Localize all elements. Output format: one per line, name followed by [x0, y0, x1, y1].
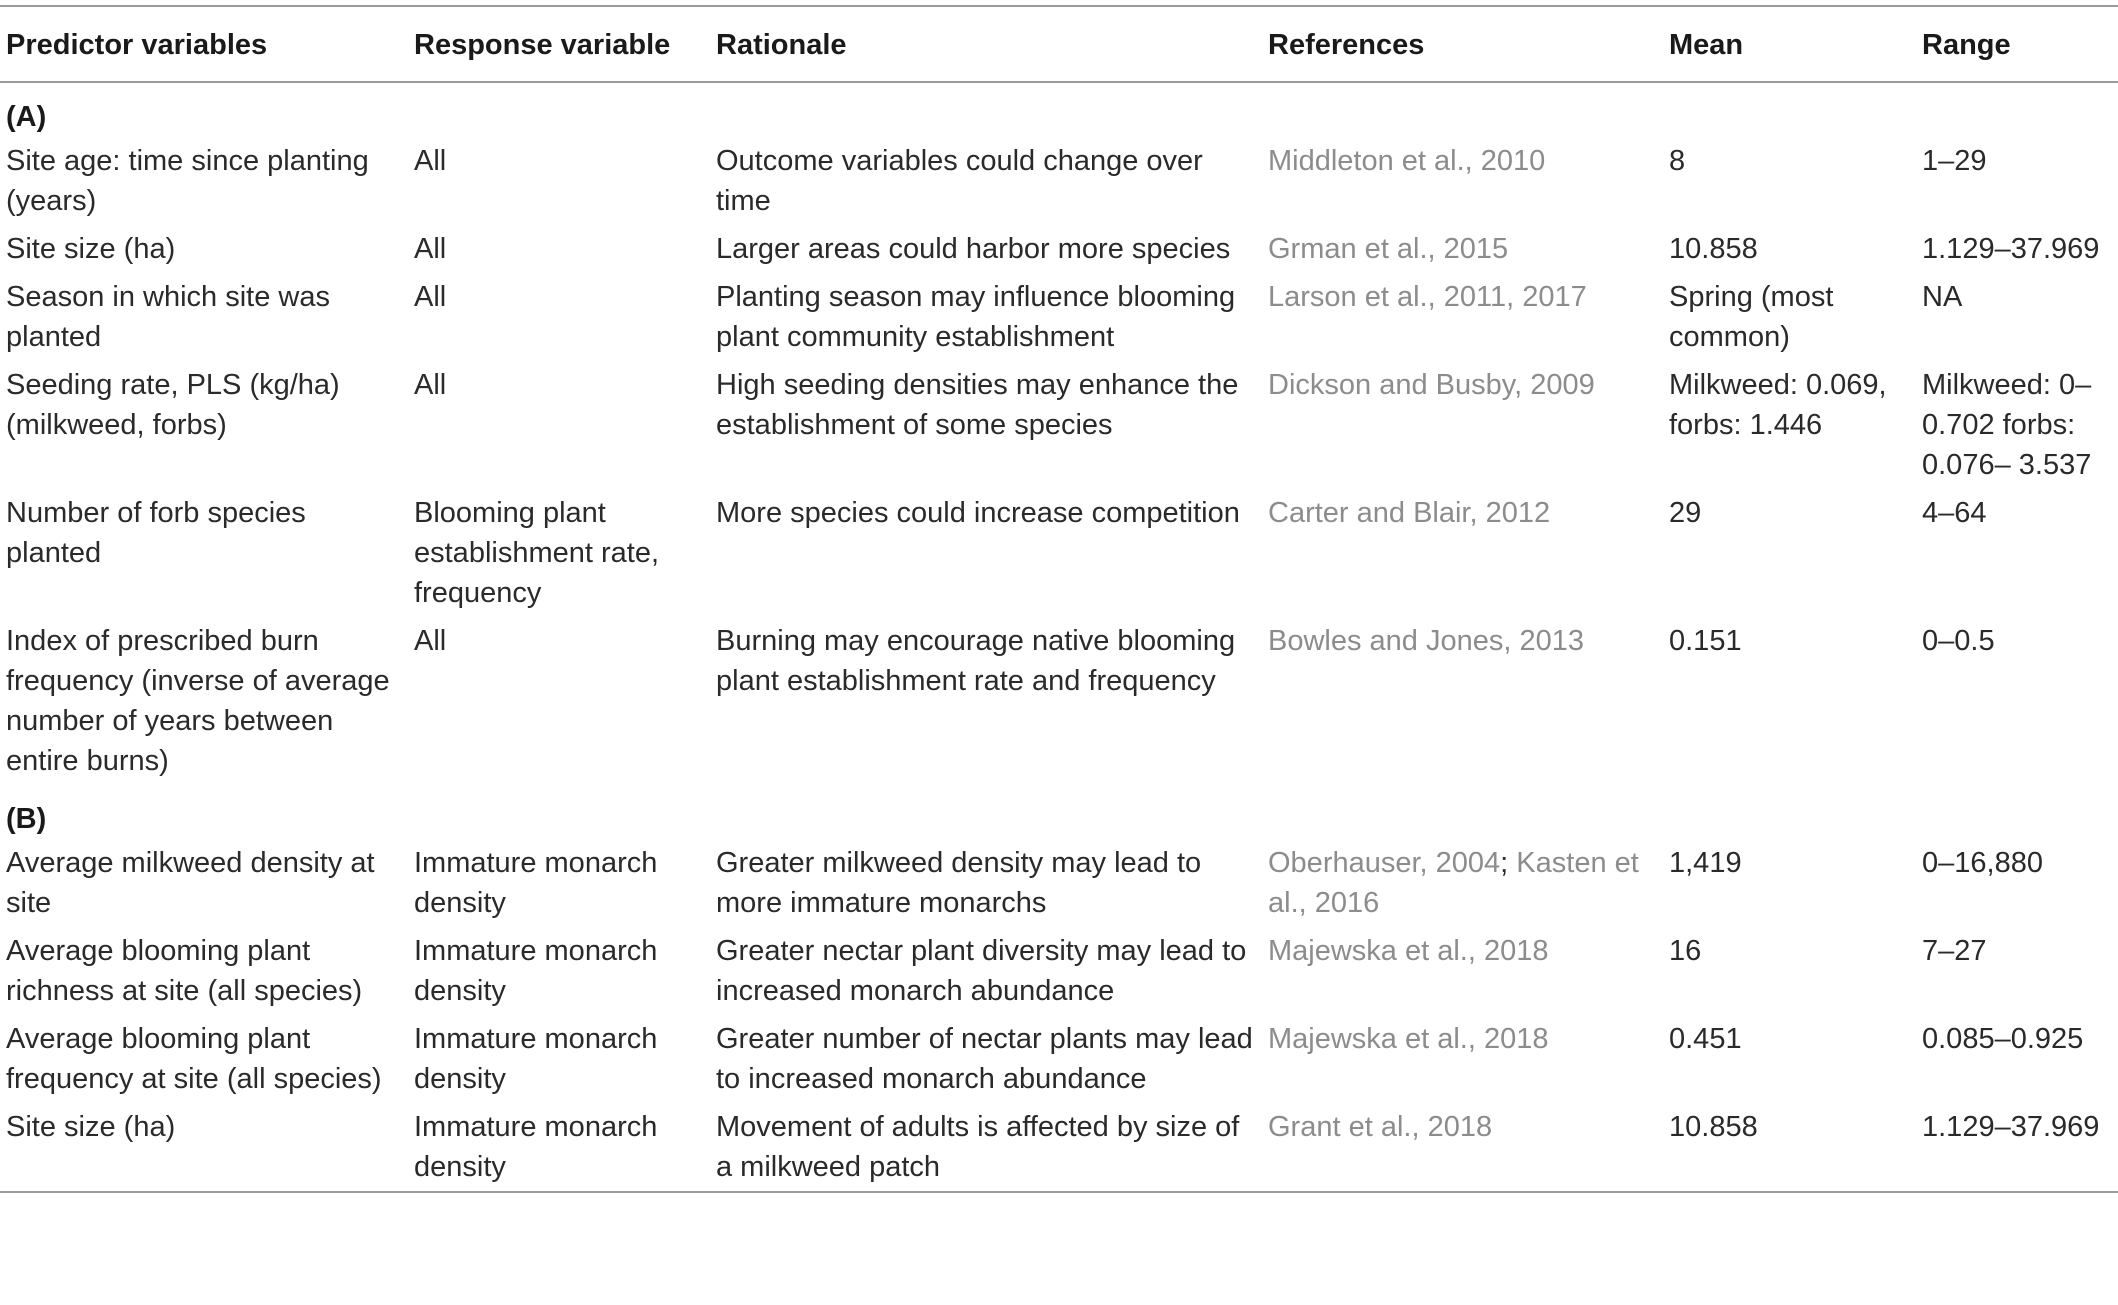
table-row: [0, 361, 2118, 489]
cell-response: All: [414, 145, 447, 177]
cell-response: All: [414, 369, 447, 401]
cell-range: 0–0.5: [1922, 625, 1995, 657]
table-row: [0, 225, 2118, 273]
predictor-variables-table: [0, 7, 2118, 1191]
header-references: References: [1262, 7, 1663, 82]
header-rationale: Rationale: [710, 7, 1262, 82]
cell-rationale: Movement of adults is affected by size of a milkweed patch: [716, 1111, 1240, 1183]
reference-link[interactable]: Dickson and Busby, 2009: [1268, 369, 1595, 401]
table-row: [0, 137, 2118, 225]
section-row: [0, 82, 2118, 137]
cell-range: Milkweed: 0–0.702 forbs: 0.076– 3.537: [1922, 369, 2092, 481]
cell-predictor: Seeding rate, PLS (kg/ha) (milkweed, forbs): [6, 369, 340, 441]
header-mean: Mean: [1663, 7, 1916, 82]
cell-references: [1262, 225, 1663, 273]
table-header: [0, 7, 2118, 82]
cell-references: [1262, 1103, 1663, 1191]
cell-references: [1262, 273, 1663, 361]
cell-references: [1262, 617, 1663, 785]
cell-mean: 16: [1669, 935, 1702, 967]
header-row: [0, 7, 2118, 82]
cell-mean: 10.858: [1669, 1111, 1758, 1143]
cell-predictor: Site size (ha): [6, 233, 176, 265]
cell-predictor: Number of forb species planted: [6, 497, 306, 569]
table-row: [0, 1015, 2118, 1103]
cell-response: Immature monarch density: [414, 1023, 658, 1095]
cell-range: NA: [1922, 281, 1963, 313]
reference-link[interactable]: Carter and Blair, 2012: [1268, 497, 1551, 529]
cell-response: Immature monarch density: [414, 847, 658, 919]
section-label: (B): [6, 803, 47, 835]
table-row: [0, 839, 2118, 927]
cell-response: Immature monarch density: [414, 1111, 658, 1183]
reference-link[interactable]: Grman et al., 2015: [1268, 233, 1509, 265]
header-response: Response variable: [408, 7, 710, 82]
cell-response: All: [414, 625, 447, 657]
cell-range: 4–64: [1922, 497, 1987, 529]
reference-link[interactable]: Bowles and Jones, 2013: [1268, 625, 1584, 657]
section-row: [0, 785, 2118, 839]
table-body: [0, 82, 2118, 1191]
reference-link[interactable]: Majewska et al., 2018: [1268, 1023, 1549, 1055]
cell-mean: 29: [1669, 497, 1702, 529]
cell-predictor: Site size (ha): [6, 1111, 176, 1143]
cell-predictor: Average blooming plant frequency at site (all species): [6, 1023, 382, 1095]
table-row: [0, 273, 2118, 361]
cell-predictor: Season in which site was planted: [6, 281, 330, 353]
cell-references: [1262, 361, 1663, 489]
cell-mean: 0.151: [1669, 625, 1742, 657]
cell-mean: Spring (most common): [1669, 281, 1834, 353]
cell-references: [1262, 137, 1663, 225]
cell-mean: 1,419: [1669, 847, 1742, 879]
cell-rationale: Greater nectar plant diversity may lead to increased monarch abundance: [716, 935, 1247, 1007]
cell-range: 1.129–37.969: [1922, 233, 2100, 265]
header-predictor: Predictor variables: [0, 7, 408, 82]
reference-link[interactable]: Middleton et al., 2010: [1268, 145, 1546, 177]
table-row: [0, 617, 2118, 785]
cell-mean: Milkweed: 0.069, forbs: 1.446: [1669, 369, 1887, 441]
cell-rationale: Burning may encourage native blooming plant establishment rate and frequency: [716, 625, 1236, 697]
cell-rationale: More species could increase competition: [716, 497, 1240, 529]
reference-link[interactable]: Majewska et al., 2018: [1268, 935, 1549, 967]
cell-references: Oberhauser, 2004; Kasten et al., 2016: [1268, 847, 1639, 919]
reference-link[interactable]: Kasten et al., 2016: [1268, 847, 1639, 919]
cell-rationale: Greater number of nectar plants may lead to increased monarch abundance: [716, 1023, 1253, 1095]
cell-range: 0–16,880: [1922, 847, 2043, 879]
section-label: (A): [6, 101, 47, 133]
cell-rationale: High seeding densities may enhance the establishment of some species: [716, 369, 1239, 441]
table-row: [0, 1103, 2118, 1191]
cell-response: Blooming plant establishment rate, frequency: [414, 497, 660, 609]
cell-mean: 8: [1669, 145, 1686, 177]
cell-predictor: Average milkweed density at site: [6, 847, 375, 919]
cell-mean: 10.858: [1669, 233, 1758, 265]
cell-references: [1262, 489, 1663, 617]
cell-range: 0.085–0.925: [1922, 1023, 2084, 1055]
reference-link[interactable]: Larson et al., 2011, 2017: [1268, 281, 1587, 313]
cell-rationale: Planting season may influence blooming plant community establishment: [716, 281, 1236, 353]
reference-link[interactable]: Oberhauser, 2004: [1268, 847, 1501, 879]
cell-range: 1–29: [1922, 145, 1987, 177]
cell-range: 7–27: [1922, 935, 1987, 967]
data-table-container: [0, 5, 2118, 1193]
header-range: Range: [1916, 7, 2118, 82]
cell-response: All: [414, 233, 447, 265]
cell-rationale: Greater milkweed density may lead to more immature monarchs: [716, 847, 1202, 919]
cell-references: [1262, 1015, 1663, 1103]
cell-references: [1262, 927, 1663, 1015]
cell-mean: 0.451: [1669, 1023, 1742, 1055]
table-row: [0, 489, 2118, 617]
cell-response: Immature monarch density: [414, 935, 658, 1007]
cell-range: 1.129–37.969: [1922, 1111, 2100, 1143]
cell-predictor: Site age: time since planting (years): [6, 145, 369, 217]
reference-link[interactable]: Grant et al., 2018: [1268, 1111, 1493, 1143]
cell-predictor: Index of prescribed burn frequency (inverse of average number of years between entire burns): [6, 625, 390, 777]
cell-response: All: [414, 281, 447, 313]
cell-rationale: Outcome variables could change over time: [716, 145, 1203, 217]
cell-predictor: Average blooming plant richness at site (all species): [6, 935, 363, 1007]
table-row: [0, 927, 2118, 1015]
cell-rationale: Larger areas could harbor more species: [716, 233, 1231, 265]
